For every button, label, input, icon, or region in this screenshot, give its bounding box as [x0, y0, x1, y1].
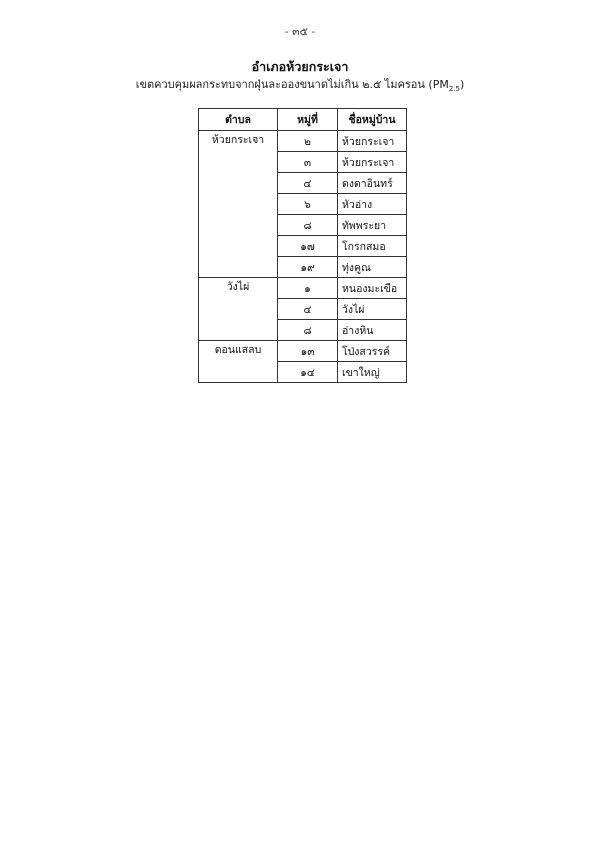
village-cell: ห้วยกระเจา: [338, 152, 407, 173]
moo-cell: ๑: [278, 278, 338, 299]
moo-cell: ๘: [278, 215, 338, 236]
village-cell: เขาใหญ่: [338, 362, 407, 383]
village-cell: อ่างหิน: [338, 320, 407, 341]
moo-cell: ๔: [278, 299, 338, 320]
subdistrict-cell: ห้วยกระเจา: [199, 131, 278, 278]
village-cell: ดงดาอินทร์: [338, 173, 407, 194]
table-header-row: [199, 109, 407, 131]
village-cell: หัวอ่าง: [338, 194, 407, 215]
subtitle-subscript: 2.5: [448, 85, 460, 94]
village-cell: วังไผ่: [338, 299, 407, 320]
village-cell: โป่งสวรรค์: [338, 341, 407, 362]
table-row: [199, 131, 407, 152]
header-subdistrict: ตำบล: [199, 109, 278, 131]
moo-cell: ๒: [278, 131, 338, 152]
village-cell: หนองมะเขือ: [338, 278, 407, 299]
table-row: [199, 278, 407, 299]
table-row: [199, 341, 407, 362]
village-table: [198, 108, 407, 383]
moo-cell: ๑๔: [278, 362, 338, 383]
subdistrict-cell: วังไผ่: [199, 278, 278, 341]
page-title: อำเภอห้วยกระเจา: [251, 59, 349, 74]
page-number: - ๓๕ -: [284, 25, 316, 38]
moo-cell: ๑๗: [278, 236, 338, 257]
subtitle-end: ): [460, 78, 465, 91]
moo-cell: ๑๓: [278, 341, 338, 362]
header-village: ชื่อหมู่บ้าน: [338, 109, 407, 131]
village-cell: โกรกสมอ: [338, 236, 407, 257]
moo-cell: ๖: [278, 194, 338, 215]
village-cell: ห้วยกระเจา: [338, 131, 407, 152]
moo-cell: ๓: [278, 152, 338, 173]
header-moo: หมู่ที่: [278, 109, 338, 131]
village-cell: ทุ่งคูณ: [338, 257, 407, 278]
moo-cell: ๑๙: [278, 257, 338, 278]
village-cell: ทัพพระยา: [338, 215, 407, 236]
subdistrict-cell: ดอนแสลบ: [199, 341, 278, 383]
page-subtitle: [0, 75, 600, 93]
subtitle-text: เขตควบคุมผลกระทบจากฝุ่นละอองขนาดไม่เกิน ๒.๕ ไมครอน (PM: [135, 78, 449, 91]
moo-cell: ๘: [278, 320, 338, 341]
moo-cell: ๔: [278, 173, 338, 194]
